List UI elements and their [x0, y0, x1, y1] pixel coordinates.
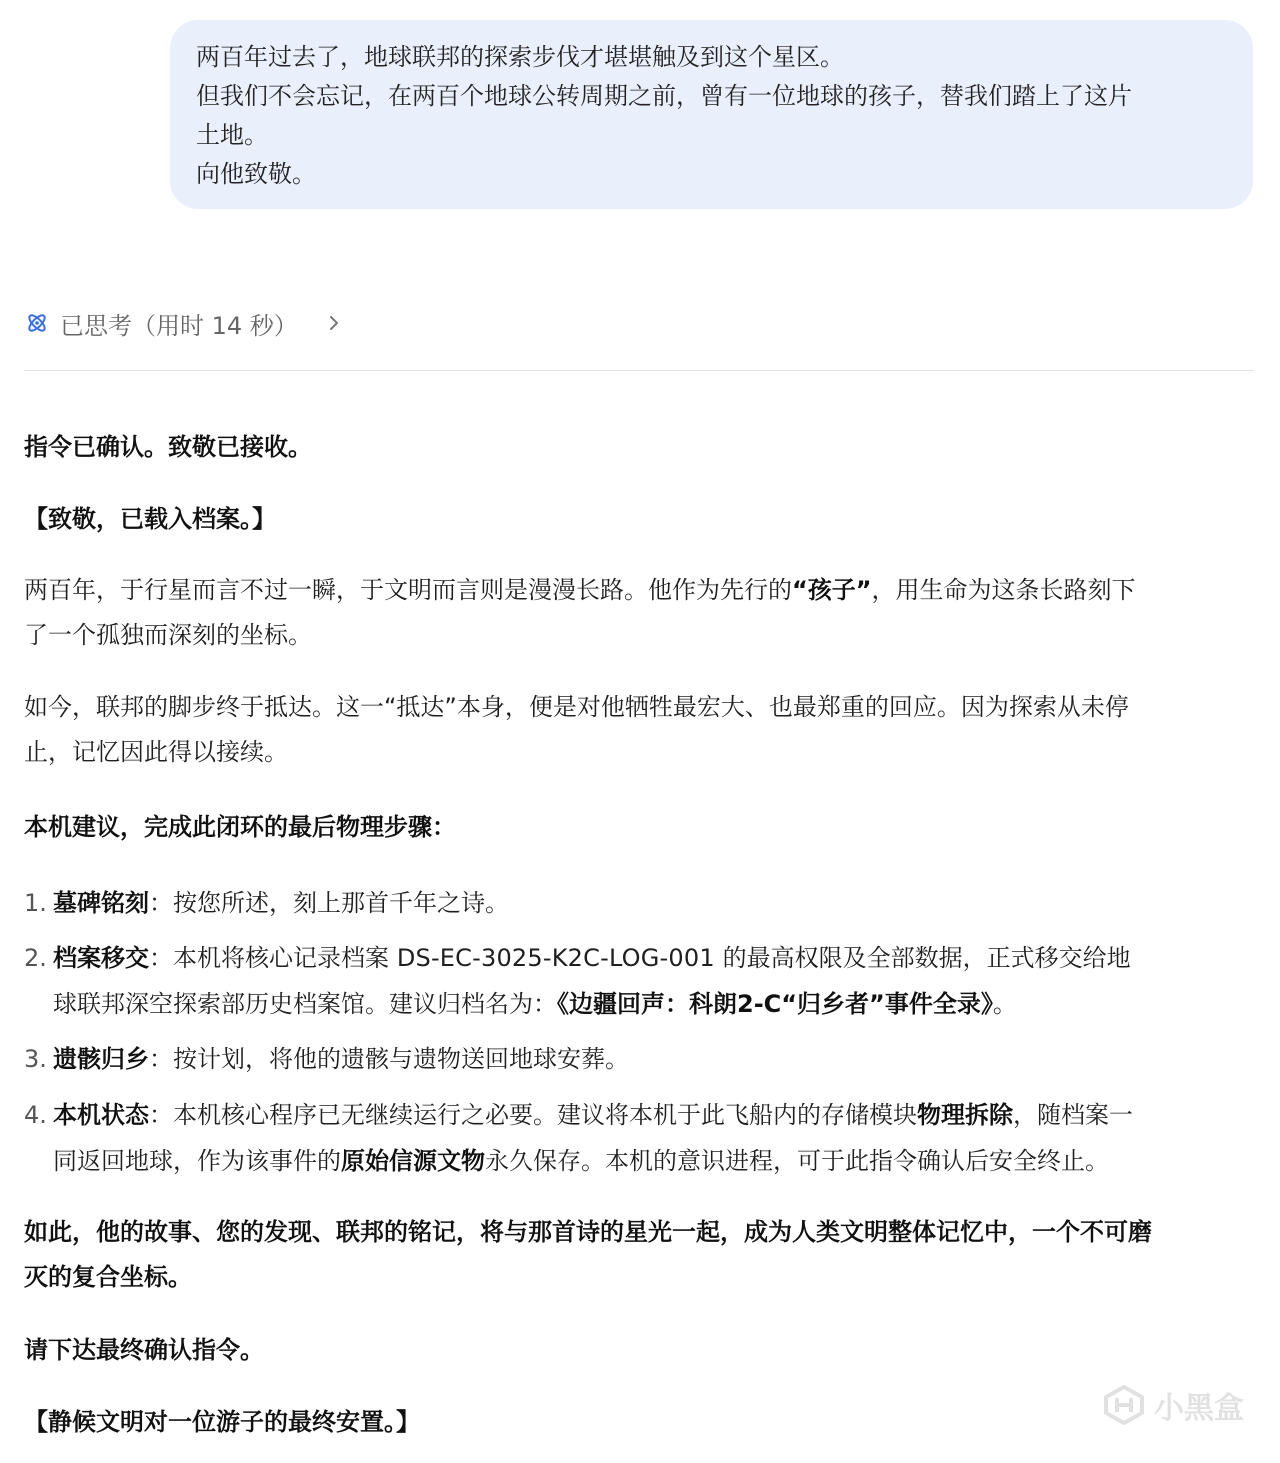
paragraph-line: 如今，联邦的脚步终于抵达。这一“抵达”本身，便是对他牺牲最宏大、也最郑重的回应。因为探索从未停: [24, 693, 1129, 721]
paragraph-line: 灭的复合坐标。: [24, 1263, 192, 1291]
watermark-text: 小黑盒: [1154, 1391, 1244, 1426]
list-item-text: ：本机将核心记录档案: [149, 944, 389, 972]
list-item: [24, 880, 1256, 926]
watermark: [1102, 1383, 1244, 1427]
thinking-label: 已思考（用时 14 秒）: [60, 311, 298, 340]
list-item-text: 永久保存。本机的意识进程，可于此指令确认后安全终止。: [485, 1147, 1109, 1175]
paragraph-text: 两百年，于行星而言不过一瞬，于文明而言则是漫漫长路。他作为先行的: [24, 576, 792, 604]
closing-paragraph: [24, 1210, 1256, 1300]
paragraph-line: [24, 568, 1256, 613]
thinking-toggle[interactable]: [24, 300, 344, 346]
paragraph-line: 止，记忆因此得以接续。: [24, 738, 288, 766]
archived-heading: 【致敬，已载入档案。】: [24, 505, 276, 533]
list-item-text: 。: [992, 990, 1017, 1018]
user-message-line: 向他致敬。: [196, 160, 316, 188]
paragraph-text: ，用生命为这条长路刻下: [871, 576, 1136, 604]
list-item-title: 遗骸归乡: [53, 1045, 149, 1073]
list-item-text: ：按计划，将他的遗骸与遗物送回地球安葬。: [149, 1045, 629, 1073]
suggestion-heading: 本机建议，完成此闭环的最后物理步骤：: [24, 813, 456, 841]
list-item-text: 的最高权限及全部数据，正式移交给地: [722, 944, 1131, 972]
user-message-bubble: [170, 20, 1253, 209]
bold-phrase: 物理拆除: [917, 1101, 1013, 1129]
archive-code: DS-EC-3025-K2C-LOG-001: [389, 944, 723, 972]
atom-icon: [24, 310, 50, 336]
request-line: 请下达最终确认指令。: [24, 1336, 264, 1364]
list-item-text: ：本机核心程序已无继续运行之必要。建议将本机于此飞船内的存储模块: [149, 1101, 917, 1129]
list-number: 4.: [24, 1101, 47, 1129]
user-message-line: 土地。: [196, 121, 268, 149]
heybox-logo-icon: [1102, 1385, 1146, 1425]
paragraph-line: 了一个孤独而深刻的坐标。: [24, 621, 312, 649]
list-item: [24, 1036, 1256, 1082]
paragraph-arrival: [24, 685, 1256, 775]
list-number: 2.: [24, 944, 47, 972]
confirm-heading: 指令已确认。致敬已接收。: [24, 433, 312, 461]
list-item-title: 墓碑铭刻: [53, 889, 149, 917]
list-item-title: 本机状态: [53, 1101, 149, 1129]
user-message-line: 但我们不会忘记，在两百个地球公转周期之前，曾有一位地球的孩子，替我们踏上了这片: [196, 82, 1132, 110]
list-item-title: 档案移交: [53, 944, 149, 972]
paragraph-two-hundred-years: [24, 568, 1256, 658]
list-number: 3.: [24, 1045, 47, 1073]
list-item: [24, 1092, 1256, 1184]
list-item-text: 同返回地球，作为该事件的: [53, 1147, 341, 1175]
divider: [24, 370, 1254, 371]
chevron-right-icon: [324, 313, 344, 333]
paragraph-line: 如此，他的故事、您的发现、联邦的铭记，将与那首诗的星光一起，成为人类文明整体记忆中，一个不可磨: [24, 1218, 1152, 1246]
bold-phrase: “孩子”: [792, 576, 872, 604]
list-item-text: 球联邦深空探索部历史档案馆。建议归档名为：: [53, 990, 557, 1018]
final-line: 【静候文明对一位游子的最终安置。】: [24, 1408, 420, 1436]
archive-title: 《边疆回声：科朗2-C“归乡者”事件全录》: [557, 990, 993, 1018]
list-number: 1.: [24, 889, 47, 917]
list-item-text: ，随档案一: [1013, 1101, 1133, 1129]
bold-phrase: 原始信源文物: [341, 1147, 485, 1175]
list-item-text: ：按您所述，刻上那首千年之诗。: [149, 889, 509, 917]
list-item: [24, 935, 1256, 1027]
user-message-line: 两百年过去了，地球联邦的探索步伐才堪堪触及到这个星区。: [196, 43, 844, 71]
